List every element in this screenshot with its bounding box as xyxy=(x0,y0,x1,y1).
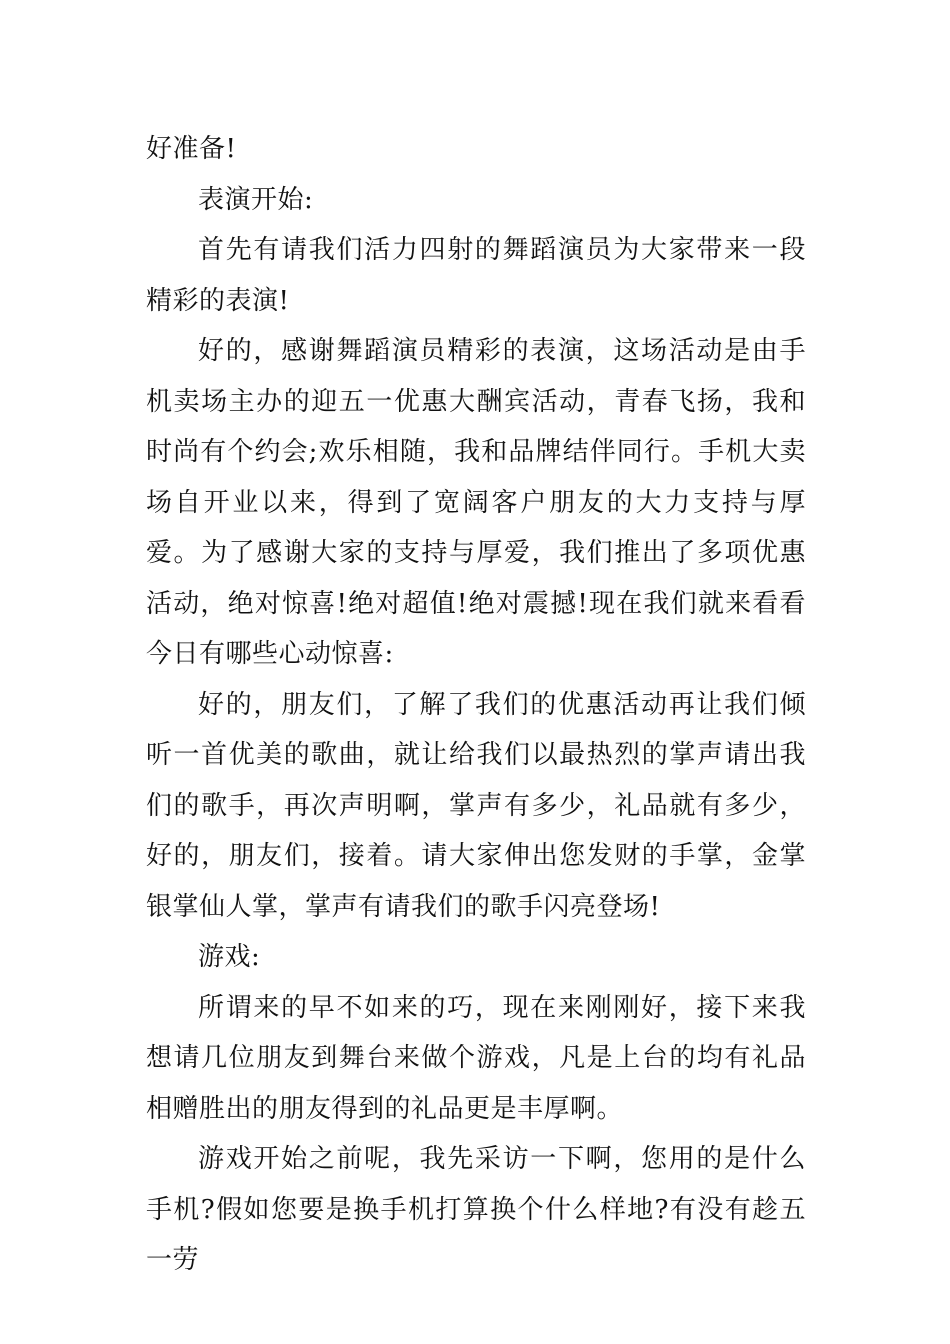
paragraph-dance-intro: 首先有请我们活力四射的舞蹈演员为大家带来一段精彩的表演! xyxy=(146,235,806,316)
paragraph-performance-heading: 表演开始: xyxy=(198,184,314,215)
paragraph-game-invite: 所谓来的早不如来的巧，现在来刚刚好，接下来我想请几位朋友到舞台来做个游戏，凡是上台的均有礼品相赠胜出的朋友得到的礼品更是丰厚啊。 xyxy=(146,992,806,1124)
paragraph-singer-intro: 好的，朋友们，了解了我们的优惠活动再让我们倾听一首优美的歌曲，就让给我们以最热烈的掌声请出我们的歌手，再次声明啊，掌声有多少，礼品就有多少，好的，朋友们，接着。请大家伸出您发财的手掌，金掌银掌仙人掌，掌声有请我们的歌手闪亮登场! xyxy=(146,689,806,922)
paragraph-continuation: 好准备! xyxy=(146,134,237,164)
paragraph-game-heading: 游戏: xyxy=(198,942,261,972)
paragraph-promotion: 好的，感谢舞蹈演员精彩的表演，这场活动是由手机卖场主办的迎五一优惠大酬宾活动，青春飞扬，我和时尚有个约会;欢乐相随，我和品牌结伴同行。手机大卖场自开业以来，得到了宽阔客户朋友的大力支持与厚爱。为了感谢大家的支持与厚爱，我们推出了多项优惠活动，绝对惊喜!绝对超值!绝对震撼!现在我们就来看看今日有哪些心动惊喜: xyxy=(146,336,806,669)
document-body xyxy=(146,124,806,1286)
paragraph-interview: 游戏开始之前呢，我先采访一下啊，您用的是什么手机?假如您要是换手机打算换个什么样地?有没有趁五一劳 xyxy=(146,1144,806,1275)
